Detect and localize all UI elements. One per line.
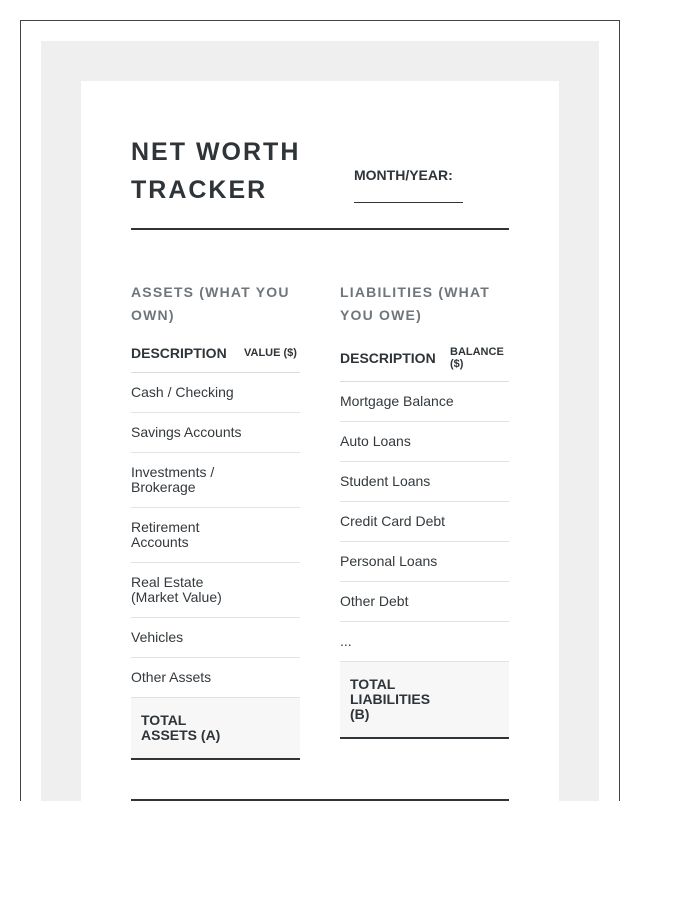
footer-divider — [131, 799, 509, 801]
liabilities-row[interactable]: Mortgage Balance — [340, 382, 509, 422]
assets-section — [131, 281, 300, 760]
assets-row[interactable]: Retirement Accounts — [131, 508, 300, 563]
liabilities-row[interactable]: Student Loans — [340, 462, 509, 502]
assets-row[interactable]: Cash / Checking — [131, 373, 300, 413]
assets-row[interactable]: Vehicles — [131, 618, 300, 658]
page-background — [41, 41, 599, 801]
liabilities-row[interactable]: ... — [340, 622, 509, 662]
liabilities-title: LIABILITIES (WHAT YOU OWE) — [340, 284, 491, 323]
month-year-label: MONTH/YEAR: — [354, 167, 453, 183]
assets-total-row[interactable]: TOTAL ASSETS (A) — [131, 698, 300, 760]
liabilities-row[interactable]: Other Debt — [340, 582, 509, 622]
liabilities-table-header — [340, 342, 509, 382]
assets-title: ASSETS (WHAT YOU OWN) — [131, 284, 290, 323]
liabilities-row[interactable]: Personal Loans — [340, 542, 509, 582]
liabilities-row[interactable]: Auto Loans — [340, 422, 509, 462]
liabilities-col-balance: BALANCE ($) — [450, 345, 504, 370]
liabilities-section — [340, 281, 509, 739]
assets-row[interactable]: Other Assets — [131, 658, 300, 698]
liabilities-row[interactable]: Credit Card Debt — [340, 502, 509, 542]
assets-row[interactable]: Real Estate (Market Value) — [131, 563, 300, 618]
assets-row[interactable]: Savings Accounts — [131, 413, 300, 453]
document-sheet — [81, 81, 559, 801]
liabilities-col-description: DESCRIPTION — [340, 349, 436, 366]
assets-row[interactable]: Investments / Brokerage — [131, 453, 300, 508]
assets-col-description: DESCRIPTION — [131, 345, 227, 361]
assets-col-value: VALUE ($) — [244, 347, 297, 359]
header-divider — [131, 228, 509, 230]
liabilities-total-row[interactable]: TOTAL LIABILITIES (B) — [340, 662, 509, 739]
month-year-blank[interactable] — [354, 202, 463, 203]
page-frame — [20, 20, 620, 801]
page-title: NET WORTH TRACKER — [131, 138, 301, 204]
assets-table-header — [131, 342, 300, 373]
